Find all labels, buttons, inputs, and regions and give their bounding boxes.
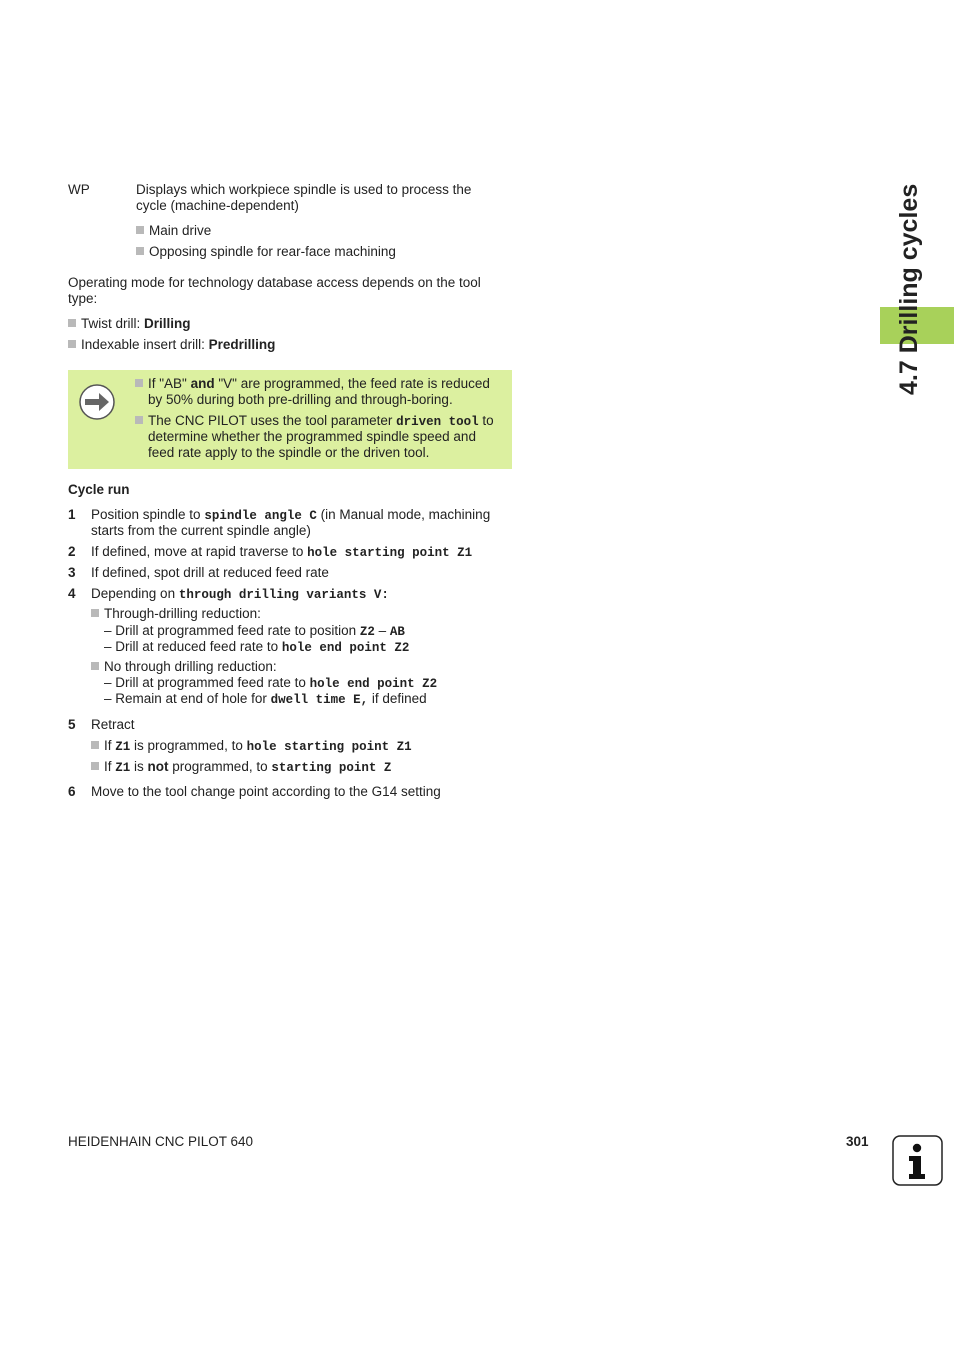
step-text: Depending on through drilling variants V: [91,586,389,602]
parameter-desc-line: Displays which workpiece spindle is used to process the [136,182,472,197]
note-line: The CNC PILOT uses the tool parameter driven tool to [135,413,494,430]
dash-item: – Drill at programmed feed rate to hole end point Z2 [104,675,438,691]
dash-item: – Drill at reduced feed rate to hole end point Z2 [104,639,410,655]
step-number: 5 [68,717,76,732]
info-icon [892,1135,943,1186]
step-number: 4 [68,586,76,601]
bullet-icon [135,379,143,387]
paragraph-line: Operating mode for technology database access depends on the tool [68,275,481,290]
note-line: by 50% during both pre-drilling and through-boring. [148,392,453,407]
chapter-title: 4.7 Drilling cycles [895,183,923,395]
dash-item: – Drill at programmed feed rate to position Z2 – AB [104,623,405,639]
step-number: 1 [68,507,76,522]
list-item: Indexable insert drill: Predrilling [68,337,275,353]
section-heading: Cycle run [68,482,130,497]
step-number: 3 [68,565,76,580]
step-text: starts from the current spindle angle) [91,523,311,538]
step-text: If defined, spot drill at reduced feed rate [91,565,329,580]
bullet-icon [68,319,76,327]
page-number: 301 [846,1134,869,1149]
note-line: feed rate apply to the spindle or the driven tool. [148,445,430,460]
bullet-icon [91,609,99,617]
step-text: Move to the tool change point according to the G14 setting [91,784,441,799]
note-line: determine whether the programmed spindle speed and [148,429,476,444]
sub-item: If Z1 is programmed, to hole starting point Z1 [91,738,412,755]
sub-item: If Z1 is not programmed, to starting point Z [91,759,391,776]
step-number: 6 [68,784,76,799]
step-text: Retract [91,717,135,732]
step-text: Position spindle to spindle angle C (in Manual mode, machining [91,507,491,523]
bullet-icon [136,226,144,234]
bullet-icon [91,762,99,770]
footer-title: HEIDENHAIN CNC PILOT 640 [68,1134,254,1149]
parameter-desc-line: cycle (machine-dependent) [136,198,299,213]
bullet-icon [91,662,99,670]
note-line: If "AB" and "V" are programmed, the feed rate is reduced [135,376,490,392]
step-text: If defined, move at rapid traverse to hole starting point Z1 [91,544,473,560]
step-number: 2 [68,544,76,559]
arrow-right-icon [78,383,116,421]
list-item: Twist drill: Drilling [68,316,191,332]
bullet-icon [91,741,99,749]
list-item: Opposing spindle for rear-face machining [136,244,396,260]
bullet-icon [136,247,144,255]
paragraph-line: type: [68,291,98,306]
parameter-label-wp: WP [68,182,90,197]
list-item: Main drive [136,223,211,239]
bullet-icon [135,416,143,424]
bullet-icon [68,340,76,348]
sub-item: No through drilling reduction: [91,659,277,675]
sub-item: Through-drilling reduction: [91,606,261,622]
note-box [68,370,512,469]
dash-item: – Remain at end of hole for dwell time E, if defined [104,691,427,707]
